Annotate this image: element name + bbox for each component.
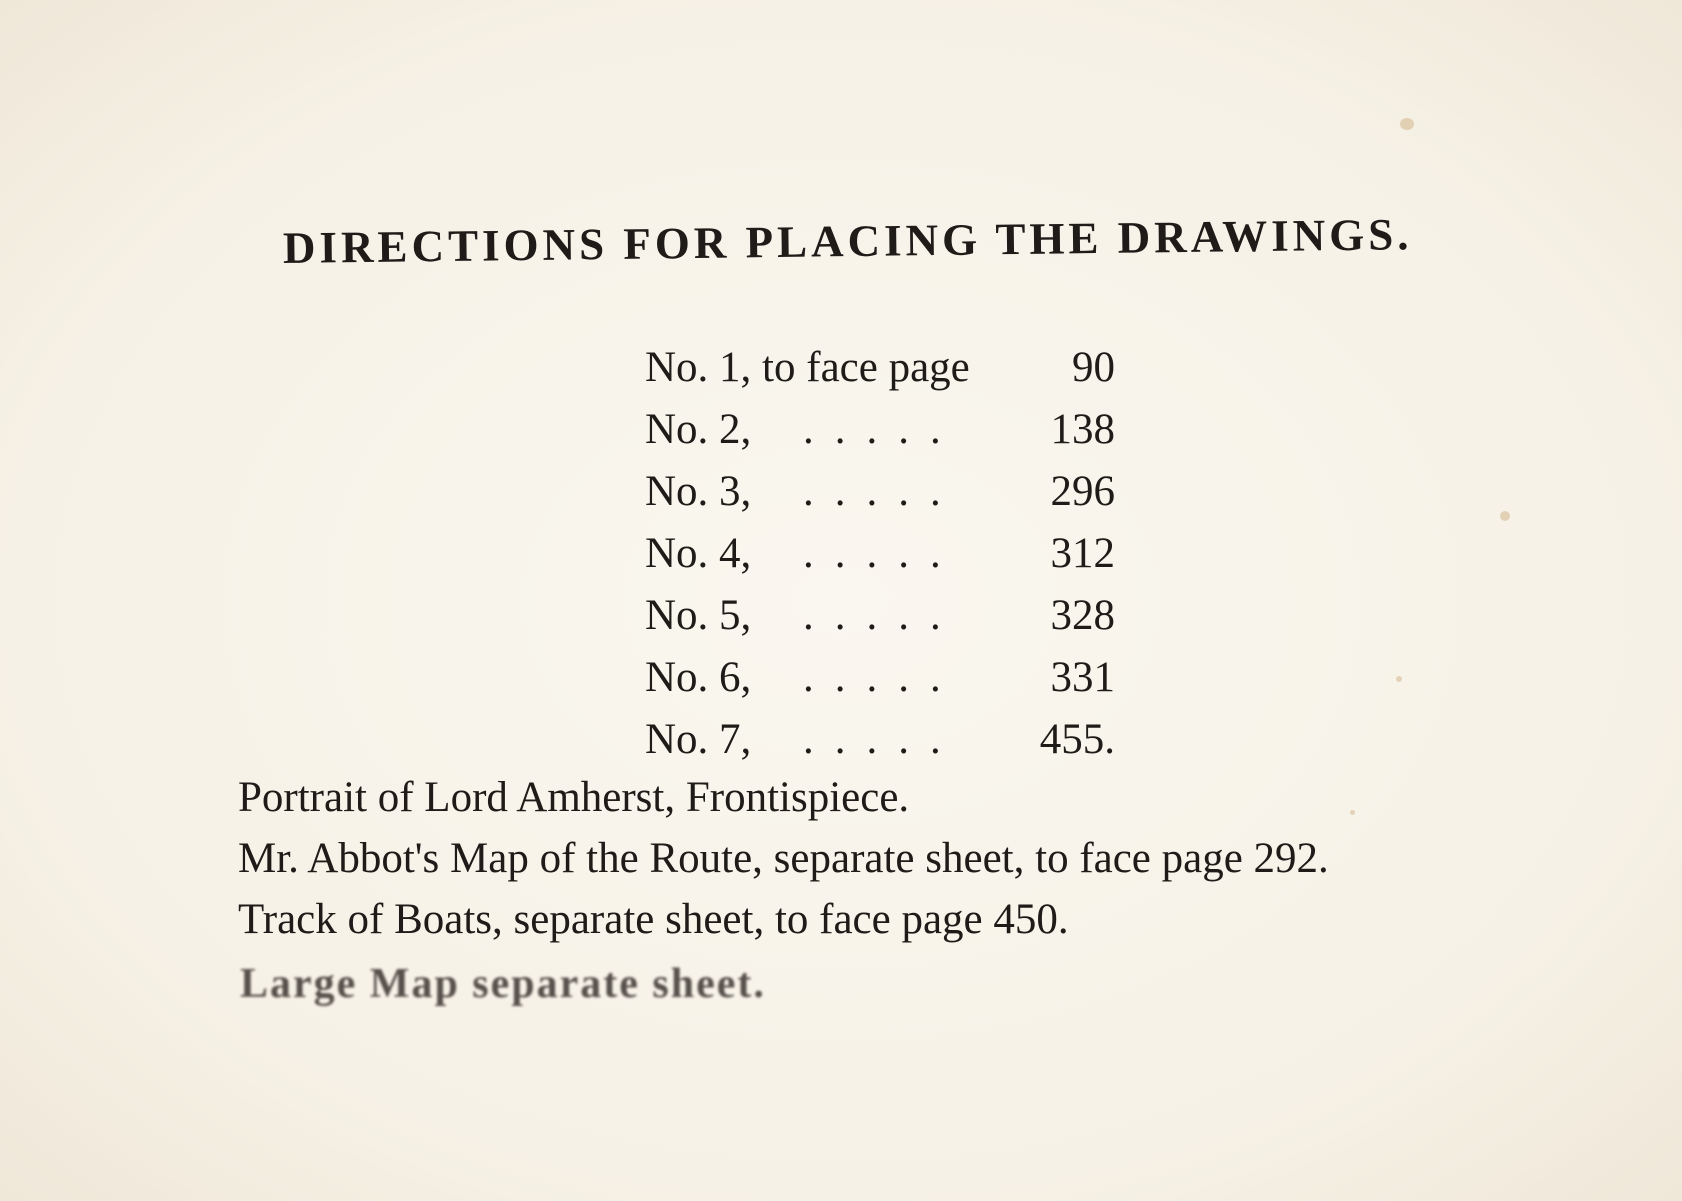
leader-dots: ..... — [803, 654, 962, 701]
drawing-label: No. 3, — [645, 468, 752, 515]
drawings-list — [645, 343, 1115, 777]
page-title: DIRECTIONS FOR PLACING THE DRAWINGS. — [282, 209, 1413, 273]
drawing-label: No. 5, — [645, 592, 752, 639]
page-number: 328 — [1050, 592, 1115, 639]
list-item — [645, 653, 1115, 715]
foxing-spot — [1350, 810, 1355, 815]
page-number: 90 — [1072, 344, 1115, 391]
page-number: 312 — [1050, 530, 1115, 577]
leader-dots: ..... — [803, 468, 962, 515]
drawing-label: No. 6, — [645, 654, 752, 701]
list-item — [645, 529, 1115, 591]
portrait-line: Portrait of Lord Amherst, Frontispiece. — [238, 774, 910, 821]
leader-dots: ..... — [803, 716, 962, 763]
foxing-spot — [1396, 676, 1402, 682]
page-number: 331 — [1050, 654, 1115, 701]
drawing-label: No. 1, to face page — [645, 344, 970, 391]
page-number: 455. — [1039, 716, 1115, 763]
leader-dots: ..... — [803, 530, 962, 577]
list-item — [645, 405, 1115, 467]
track-line: Track of Boats, separate sheet, to face page 450. — [238, 896, 1069, 943]
page-number: 296 — [1050, 468, 1115, 515]
foxing-spot — [1500, 511, 1510, 521]
list-item — [645, 467, 1115, 529]
list-item — [645, 591, 1115, 653]
leader-dots: ..... — [803, 592, 962, 639]
map-line: Mr. Abbot's Map of the Route, separate sheet, to face page 292. — [238, 835, 1329, 882]
drawing-label: No. 7, — [645, 716, 752, 763]
leader-dots: ..... — [803, 406, 962, 453]
page-number: 138 — [1050, 406, 1115, 453]
drawing-label: No. 2, — [645, 406, 752, 453]
foxing-spot — [1400, 118, 1414, 130]
list-item — [645, 715, 1115, 777]
drawing-label: No. 4, — [645, 530, 752, 577]
struck-out-line: Large Map separate sheet. — [240, 961, 766, 1007]
list-item — [645, 343, 1115, 405]
